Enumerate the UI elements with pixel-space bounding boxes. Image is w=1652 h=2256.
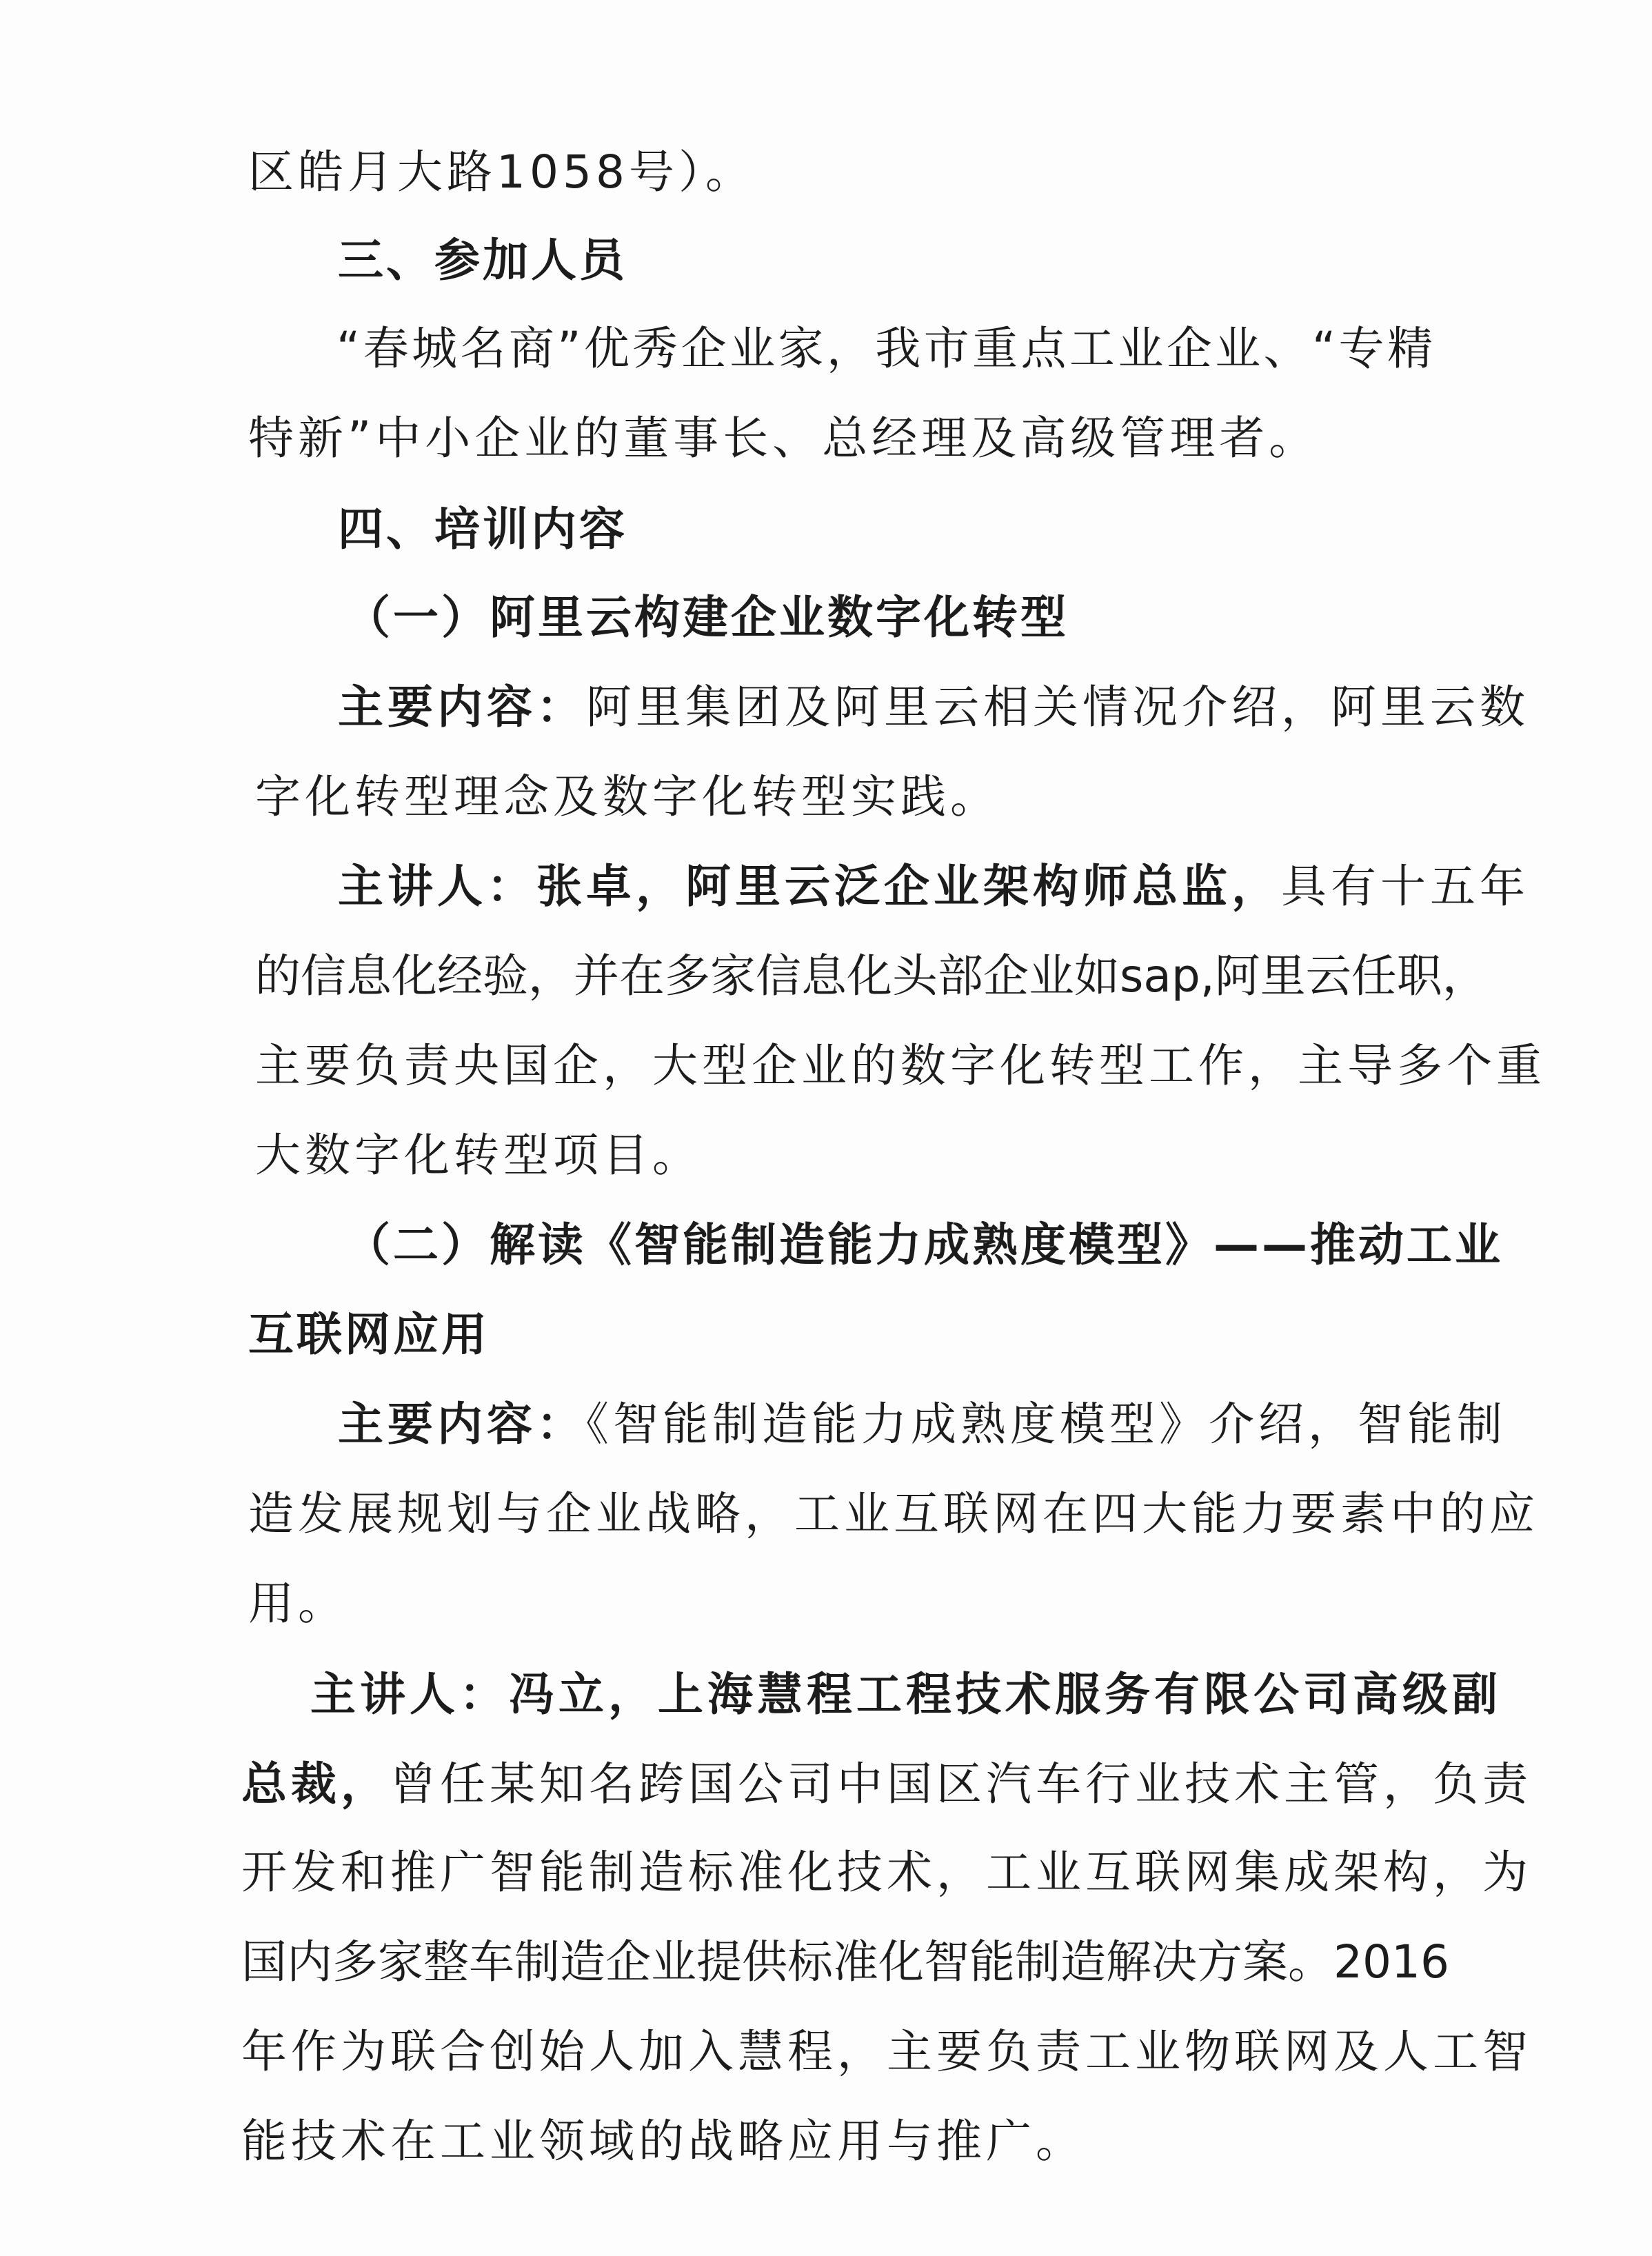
char: 家 [378,1935,423,1988]
char: ， [528,949,574,1003]
subheading-maturity-model-line-1: （二）解读《智能制造能力成熟度模型》——推动工业 [345,1218,1503,1271]
char: 案 [1242,1935,1288,1988]
maturity-content-line-3: 用。 [248,1577,347,1630]
char: s [1120,949,1144,1003]
char: 头 [892,949,938,1003]
char: 息 [801,949,847,1003]
alicloud-content-line-2: 字化转型理念及数字化转型实践。 [255,770,1000,823]
char: ， [1442,949,1488,1003]
char: 我 [875,322,921,375]
char: 并 [574,949,619,1003]
char: 提 [696,1935,742,1988]
char: 精 [1387,322,1433,375]
char: 化 [392,949,437,1003]
char: 经 [437,949,483,1003]
char: 决 [1151,1935,1197,1988]
char: 业 [729,322,776,375]
char: 家 [778,322,824,375]
char: 家 [710,949,756,1003]
char: 、 [1263,322,1309,375]
main-content-label: 主要内容： [338,1398,586,1451]
speaker1-line-3: 主要负责央国企，大型企业的数字化转型工作，主导多个重 [255,1039,1546,1092]
char: 多 [665,949,710,1003]
char: 点 [1020,322,1067,375]
speaker2-title: 总裁， [241,1758,390,1811]
char: 名 [460,322,506,375]
char: a [1143,949,1171,1003]
subheading-alicloud: （一）阿里云构建企业数字化转型 [345,591,1069,644]
char: 信 [756,949,801,1003]
char: 准 [833,1935,878,1988]
speaker2-line-3: 开发和推广智能制造标准化技术，工业互联网集成架构，为 [241,1846,1532,1899]
speaker1-text: 具有十五年 [1281,860,1529,913]
char: 工 [1069,322,1115,375]
char: 信 [301,949,346,1003]
char: ， [826,322,872,375]
char: 能 [969,1935,1015,1988]
char: 市 [923,322,969,375]
char: 企 [1166,322,1212,375]
main-content-text: 《智能制造能力成熟度模型》介绍，智能制 [586,1398,1507,1451]
char: 企 [681,322,727,375]
char: 业 [1118,322,1164,375]
char: 专 [1338,322,1384,375]
char: 造 [560,1935,605,1988]
char: 验 [483,949,528,1003]
char: 里 [1260,949,1306,1003]
section-heading-training-content: 四、培训内容 [338,503,627,556]
char: 阿 [1214,949,1260,1003]
char: 任 [1351,949,1397,1003]
char: 1 [1391,1935,1420,1988]
char: 企 [983,949,1029,1003]
char: 制 [514,1935,560,1988]
alicloud-content-line-1 [338,680,1529,735]
speaker2-line-2 [241,1757,1532,1812]
char: 造 [1060,1935,1106,1988]
char: 6 [1420,1935,1449,1988]
speaker1-line-1 [338,859,1529,914]
speaker2-line-5: 年作为联合创始人加入慧程，主要负责工业物联网及人工智 [241,2025,1532,2078]
char: 方 [1197,1935,1242,1988]
char: 供 [742,1935,787,1988]
char: 整 [423,1935,469,1988]
main-content-text: 阿里集团及阿里云相关情况介绍，阿里云数 [586,681,1529,734]
char: 车 [469,1935,514,1988]
char: 标 [787,1935,833,1988]
char: 2 [1333,1935,1362,1988]
char: 业 [651,1935,696,1988]
char: 。 [1288,1935,1333,1988]
char: 化 [878,1935,924,1988]
char: 智 [924,1935,969,1988]
char: , [1200,949,1215,1003]
char: 息 [346,949,392,1003]
char: 部 [938,949,983,1003]
maturity-content-line-2: 造发展规划与企业战略，工业互联网在四大能力要素中的应 [248,1487,1539,1540]
speaker1-label: 主讲人：张卓，阿里云泛企业架构师总监， [338,860,1281,913]
char: 化 [847,949,892,1003]
speaker2-line-6: 能技术在工业领域的战略应用与推广。 [241,2115,1085,2168]
speaker1-line-2 [255,949,1488,1004]
main-content-label: 主要内容： [338,681,586,734]
speaker1-line-4: 大数字化转型项目。 [255,1129,702,1182]
char: 在 [619,949,665,1003]
char: p [1171,949,1200,1003]
speaker2-text: 曾任某知名跨国公司中国区汽车行业技术主管，负责 [390,1758,1532,1811]
char: 业 [1029,949,1074,1003]
char: 国 [241,1935,287,1988]
char: 优 [583,322,629,375]
char: “ [1311,322,1336,375]
section-heading-participants: 三、参加人员 [338,234,627,287]
subheading-maturity-model-line-2: 互联网应用 [248,1308,490,1361]
char: 商 [508,322,554,375]
char: 职 [1396,949,1442,1003]
char: 春 [363,322,409,375]
speaker2-line-4 [241,1935,1449,1990]
char: “ [336,322,361,375]
participants-text-line-2: 特新”中小企业的董事长、总经理及高级管理者。 [248,412,1319,465]
char: 秀 [632,322,678,375]
address-continuation: 区皓月大路1058号）。 [248,145,755,199]
char: 如 [1074,949,1120,1003]
maturity-content-line-1 [338,1397,1507,1452]
char: 城 [412,322,458,375]
char: 企 [605,1935,651,1988]
char: ” [557,322,581,375]
char: 0 [1362,1935,1391,1988]
char: 重 [972,322,1018,375]
char: 业 [1215,322,1261,375]
char: 云 [1305,949,1351,1003]
speaker2-line-1: 主讲人：冯立，上海慧程工程技术服务有限公司高级副 [310,1668,1502,1721]
char: 内 [287,1935,332,1988]
char: 多 [332,1935,378,1988]
char: 解 [1106,1935,1151,1988]
char: 制 [1015,1935,1060,1988]
participants-text-line-1 [336,321,1433,376]
char: 的 [255,949,301,1003]
